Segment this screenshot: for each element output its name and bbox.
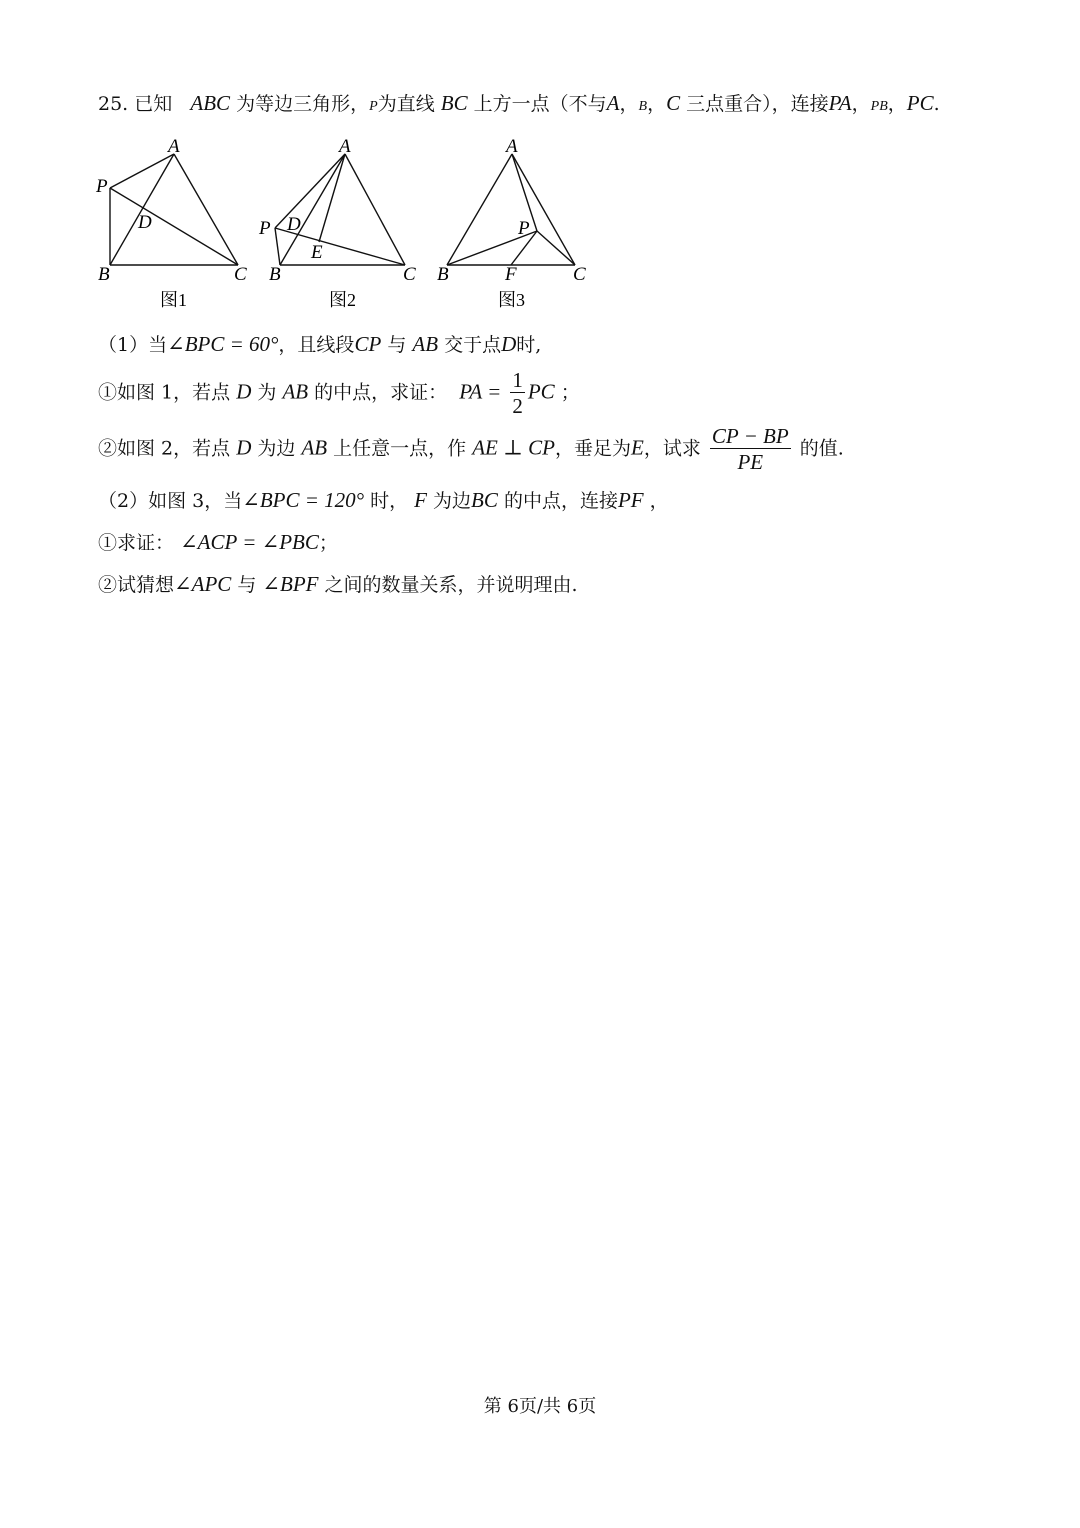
fraction-one-half [510,368,525,419]
fraction-cp-bp-over-pe [710,424,791,475]
math-pc: PC [527,379,555,404]
fraction-numerator: CP − BP [711,424,789,448]
text: 上任意一点，作 [333,437,467,460]
math-pf: PF [617,488,644,512]
text: 已知 [134,93,173,115]
fraction-numerator: 1 [512,368,523,392]
text: ②试猜想 [98,574,175,596]
part-2-intro [98,487,669,514]
page-footer: 第 6页/共 6页 [483,1396,597,1417]
label-b: B [269,264,281,285]
math-pa-eq: PA = [459,379,502,404]
text: 的中点，求证： [314,381,448,404]
math-ab: AB [282,379,309,404]
math-d: D [501,332,517,356]
text: 的值. [799,437,844,460]
text: 与 [387,334,407,356]
text: （2）如图 3，当 [98,490,243,512]
comma: ， [619,93,639,115]
comma: ， [887,93,907,115]
label-p: P [518,218,530,239]
math-angle-equality: ∠ACP = ∠PBC [180,530,319,554]
math-pc: PC [906,91,934,115]
math-ae-perp-cp: AE ⊥ CP [472,435,555,460]
label-b: B [437,264,449,285]
text: 为直线 [377,93,435,115]
math-a: A [606,91,620,115]
text: 时， [370,490,409,512]
label-c: C [403,264,416,285]
label-c: C [573,264,586,285]
math-f: F [414,488,427,512]
label-p: P [259,218,271,239]
figure-2 [255,132,430,314]
fraction-denominator: 2 [512,394,523,418]
text: 为 [257,381,277,404]
text: ，垂足为 [554,437,631,460]
math-angle-bpf: ∠BPF [262,572,319,596]
text: 为边 [433,490,472,512]
semicolon: ； [560,381,580,404]
question-1-2 [98,424,844,475]
figure-1-caption: 图1 [160,290,187,310]
math-abc: ABC [190,91,231,115]
text: 的中点，连接 [503,490,618,512]
text: ，试求 [643,437,701,460]
math-pb: PB [870,99,888,114]
problem-number: 25. [98,93,129,115]
label-d: D [138,212,152,233]
comma: ， [649,490,669,512]
math-cp: CP [354,332,382,356]
label-p: P [96,176,108,197]
label-a: A [339,136,351,157]
text: 为边 [257,437,296,460]
figure-2-caption: 图2 [329,290,356,310]
math-b: B [638,99,648,114]
math-c: C [666,91,681,115]
math-angle-apc: ∠APC [174,572,232,596]
figure-1 [90,132,260,314]
text: ②如图 2，若点 [98,437,231,460]
math-pa: PA [828,91,852,115]
text: ①求证： [98,532,175,554]
text: 与 [237,574,257,596]
text: （1）当 [98,334,168,356]
text: 交于点 [444,334,502,356]
label-a: A [168,136,180,157]
math-ab: AB [412,332,439,356]
text: 为等边三角形， [236,93,370,115]
label-d: D [287,214,301,235]
question-2-1 [98,529,338,556]
text: 上方一点（不与 [473,93,607,115]
problem-statement [98,90,940,120]
math-e: E [631,435,644,460]
label-b: B [98,264,110,285]
label-f: F [505,264,517,285]
text: ①如图 1，若点 [98,381,231,404]
question-1-1 [98,368,580,419]
math-d: D [236,435,252,460]
text: 三点重合），连接 [686,93,829,115]
comma: ， [851,93,871,115]
question-2-2 [98,571,578,598]
label-c: C [234,264,247,285]
math-bc: BC [440,91,468,115]
math-angle-bpc: ∠BPC = 60° [167,332,279,356]
semicolon: ； [318,532,338,554]
math-d: D [236,379,252,404]
label-a: A [506,136,518,157]
math-bc: BC [471,488,498,512]
text: ，且线段 [278,334,355,356]
math-p: P [369,99,378,114]
period: . [933,93,940,115]
text: 之间的数量关系，并说明理由. [324,574,578,596]
math-angle-bpc: ∠BPC = 120° [242,488,365,512]
text: 时, [516,334,542,356]
label-e: E [311,242,323,263]
math-ab: AB [301,435,328,460]
figure-3-caption: 图3 [498,290,525,310]
part-1-intro [98,331,541,358]
comma: ， [647,93,667,115]
fraction-denominator: PE [737,450,764,474]
figure-3 [425,132,600,314]
